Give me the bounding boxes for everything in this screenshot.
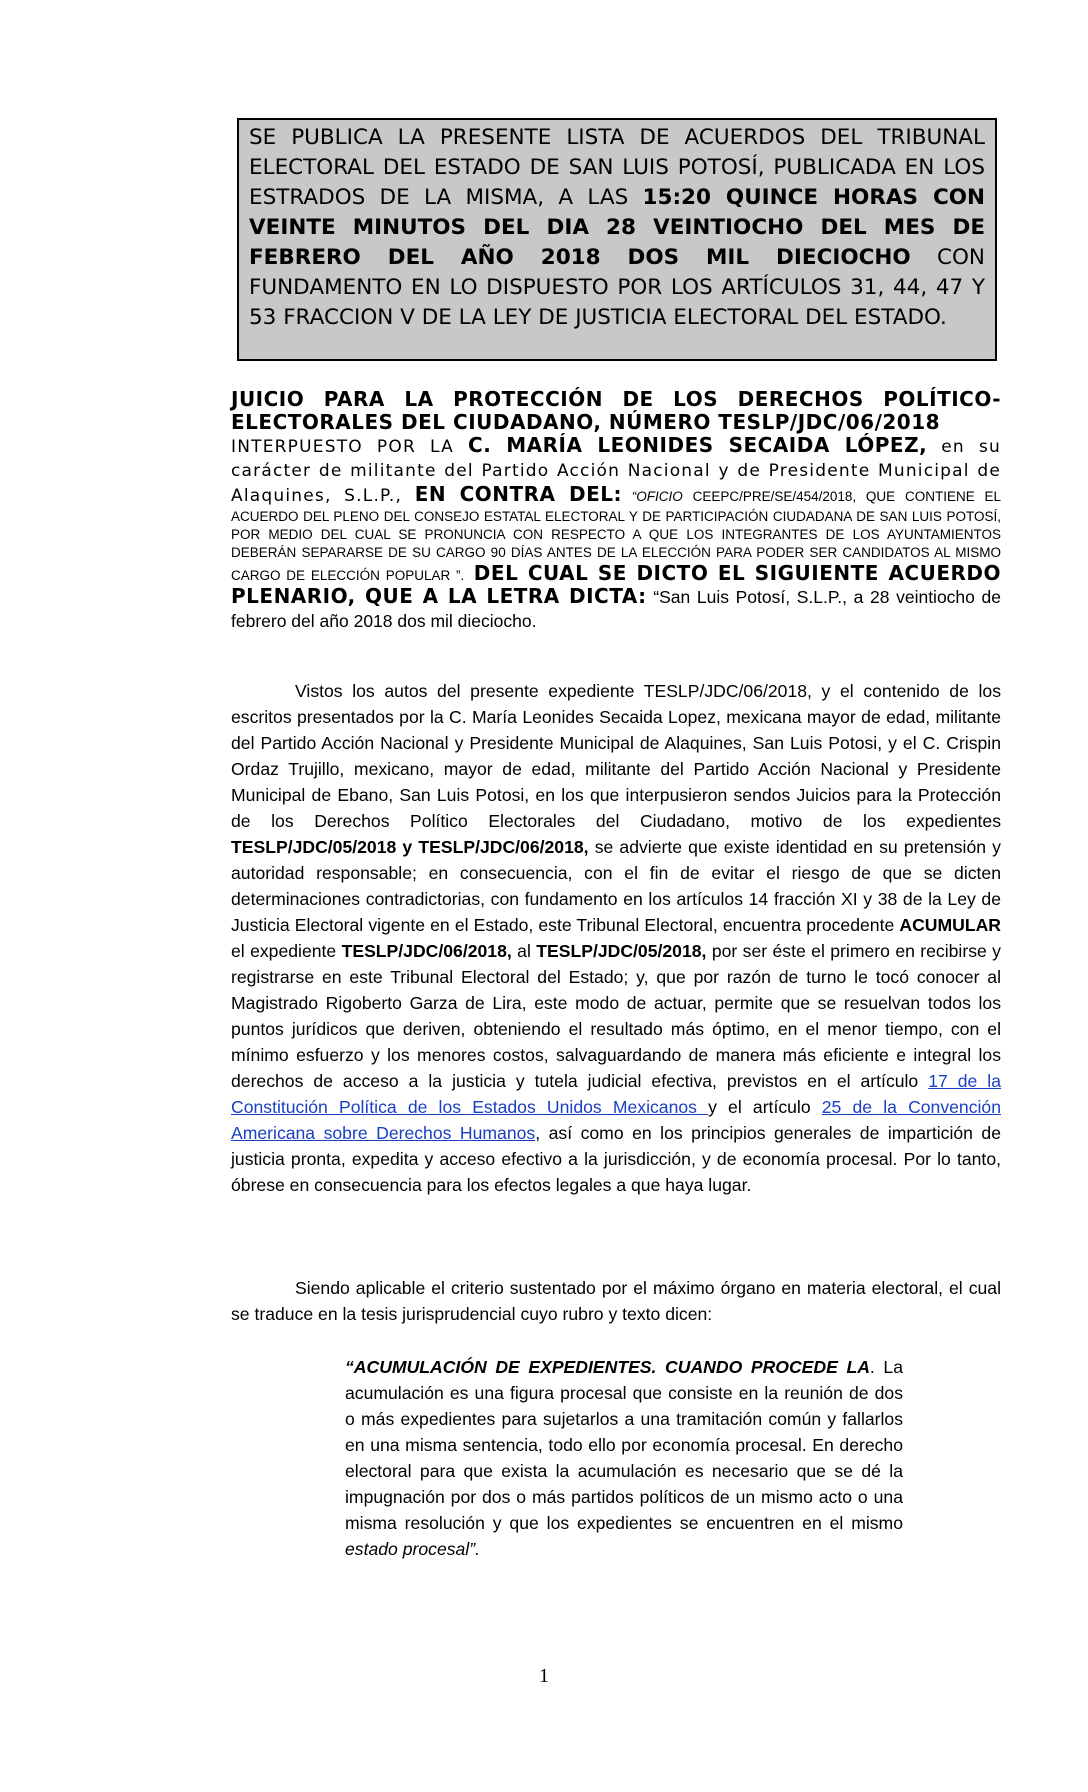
paragraph-criterion: Siendo aplicable el criterio sustentado por el máximo órgano en materia electoral, el cual se traduce en la tesis jurisprudencial cuyo rubro y texto dicen: <box>231 1278 1001 1324</box>
american-convention-article-25-link[interactable]: 25 de la Convención Americana sobre Derechos Humanos <box>231 1097 1001 1143</box>
case-filed-by: INTERPUESTO POR LA <box>231 437 469 457</box>
publication-notice-box <box>237 118 997 361</box>
quote-title: “ACUMULACIÓN DE EXPEDIENTES. CUANDO PROCEDE LA <box>345 1357 870 1377</box>
jurisprudence-quote <box>345 1354 903 1562</box>
case-oficio: “OFICIO <box>622 489 683 504</box>
case-against: EN CONTRA DEL: <box>414 482 623 506</box>
case-dictum: DEL CUAL SE DICTO EL SIGUIENTE ACUERDO PLENARIO, QUE A LA LETRA DICTA: <box>231 561 1002 608</box>
case-date: “San Luis Potosí, S.L.P., a 28 veintiocho de febrero del año 2018 dos mil dieciocho. <box>231 587 1001 631</box>
quote-text: . La acumulación es una figura procesal que consiste en la reunión de dos o más expedientes para sujetarlos a una tramitación común y fallarlos en una misma sentencia, todo ello por economía procesal. En derecho electoral para que exista la acumulación es necesario que se dé la impugnación por dos o más partidos políticos de un mismo acto o una misma resolución y que los expedientes se encuentren en el mismo <box>345 1357 903 1533</box>
constitution-article-17-link[interactable]: 17 de la Constitución Política de los Estados Unidos Mexicanos <box>231 1071 1001 1117</box>
case-heading <box>231 388 1001 633</box>
notice-legal-basis: CON FUNDAMENTO EN LO DISPUESTO POR LOS ARTÍCULOS 31, 44, 47 Y 53 FRACCION V DE LA LEY DE JUSTICIA ELECTORAL DEL ESTADO. <box>249 245 985 330</box>
notice-text: SE PUBLICA LA PRESENTE LISTA DE ACUERDOS DEL TRIBUNAL ELECTORAL DEL ESTADO DE SAN LUIS POTOSÍ, PUBLICADA EN LOS ESTRADOS DE LA MISMA, A LAS <box>249 125 985 210</box>
case-party-role: en su carácter de militante del Partido Acción Nacional y de Presidente Municipal de Alaquines, S.L.P., <box>231 437 1002 506</box>
case-challenged-act: CEEPC/PRE/SE/454/2018, QUE CONTIENE EL ACUERDO DEL PLENO DEL CONSEJO ESTATAL ELECTORAL Y DE PARTICIPACIÓN CIUDADANA DE SAN LUIS POTOSÍ, POR MEDIO DEL CUAL SE PRONUNCIA CON RESPECTO A QUE LOS INTEGRANTES DE LOS AYUNTAMIENTOS DEBERÁN SEPARARSE DE SU CARGO 90 DÍAS ANTES DE LA ELECCIÓN PARA PODER SER CANDIDATOS AL MISMO CARGO DE ELECCIÓN POPULAR ”. <box>231 489 1001 583</box>
quote-ending: estado procesal”. <box>345 1539 480 1559</box>
case-title: JUICIO PARA LA PROTECCIÓN DE LOS DERECHOS POLÍTICO-ELECTORALES DEL CIUDADANO, NÚMERO TESLP/JDC/06/2018 <box>231 387 1001 434</box>
page-number: 1 <box>539 1665 549 1687</box>
notice-time-date: 15:20 QUINCE HORAS CON VEINTE MINUTOS DEL DIA 28 VEINTIOCHO DEL MES DE FEBRERO DEL AÑO 2018 DOS MIL DIECIOCHO <box>249 185 985 270</box>
case-party: C. MARÍA LEONIDES SECAIDA LÓPEZ, <box>468 433 928 457</box>
paragraph-accumulation: Vistos los autos del presente expediente TESLP/JDC/06/2018, y el contenido de los escritos presentados por la C. María Leonides Secaida Lopez, mexicana mayor de edad, militante del Partido Acción Nacional y Presidente Municipal de Alaquines, San Luis Potosi, y el C. Crispin Ordaz Trujillo, mexicano, mayor de edad, militante del Partido Acción Nacional y Presidente Municipal de Ebano, San Luis Potosi, en los que interpusieron sendos Juicios para la Protección de los Derechos Político Electorales del Ciudadano, motivo de los expedientes TESLP/JDC/05/2018 y TESLP/JDC/06/2018, se advierte que existe identidad en su pretensión y autoridad responsable; en consecuencia, con el fin de evitar el riesgo de que se dicten determinaciones contradictorias, con fundamento en los artículos 14 fracción XI y 38 de la Ley de Justicia Electoral vigente en el Estado, este Tribunal Electoral, encuentra procedente ACUMULAR el expediente TESLP/JDC/06/2018, al TESLP/JDC/05/2018, por ser éste el primero en recibirse y registrarse en este Tribunal Electoral del Estado; y, que por razón de turno le tocó conocer al Magistrado Rigoberto Garza de Lira, este modo de actuar, permite que se resuelvan todos los puntos jurídicos que deriven, obteniendo el resultado más óptimo, en el menor tiempo, con el mínimo esfuerzo y los menores costos, salvaguardando de manera más eficiente e integral los derechos de acceso a la justicia y tutela judicial efectiva, previstos en el artículo 17 de la Constitución Política de los Estados Unidos Mexicanos y el artículo 25 de la Convención Americana sobre Derechos Humanos, así como en los principios generales de impartición de justicia pronta, expedita y acceso efectivo a la jurisdicción, y de economía procesal. Por lo tanto, óbrese en consecuencia para los efectos legales a que haya lugar. <box>231 681 1001 1195</box>
